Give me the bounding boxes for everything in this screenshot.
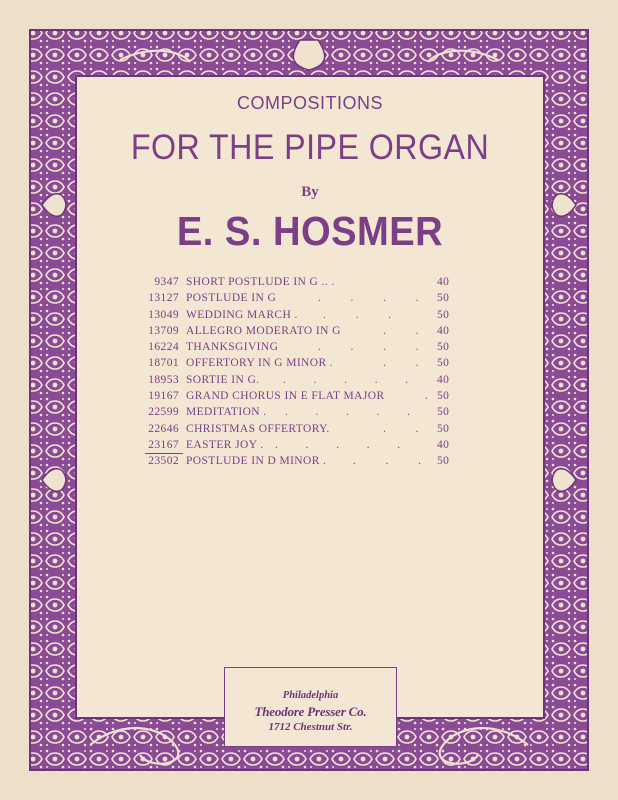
catalog-number: 19167 <box>148 390 179 403</box>
catalog-number: 13127 <box>148 292 179 305</box>
dot-leader: . <box>425 390 429 403</box>
catalog-price: 50 <box>437 357 450 370</box>
catalog-number: 18953 <box>148 373 179 386</box>
catalog-number: 22599 <box>148 406 179 419</box>
catalog-number: 23167 <box>148 438 179 451</box>
heading-compositions: COMPOSITIONS <box>236 93 383 113</box>
catalog-price: 50 <box>437 308 450 321</box>
catalog-number: 18701 <box>148 357 179 370</box>
catalog-title: CHRISTMAS OFFERTORY. <box>186 422 330 435</box>
dot-leader: . . . . . <box>283 373 409 386</box>
catalog-title: MEDITATION . <box>186 406 267 419</box>
catalog-number: 13049 <box>148 308 179 321</box>
catalog-price: 50 <box>437 406 450 419</box>
catalog-number: 16224 <box>148 341 179 354</box>
catalog-row <box>145 390 465 406</box>
number-underline <box>145 453 183 454</box>
catalog-row <box>145 276 465 292</box>
catalog-number: 22646 <box>148 422 179 435</box>
publisher-city: Philadelphia <box>282 690 339 701</box>
catalog-number: 9347 <box>154 276 179 288</box>
dot-leader: . . <box>383 422 419 435</box>
catalog-price: 40 <box>437 373 450 386</box>
dot-leader: . . . . <box>318 341 419 354</box>
dot-leader: . . . <box>353 455 422 468</box>
catalog-title: POSTLUDE IN D MINOR . <box>186 455 327 468</box>
catalog-title: SORTIE IN G. <box>186 373 260 386</box>
catalog-row <box>145 357 465 373</box>
catalog-price: 50 <box>437 422 450 435</box>
catalog-price: 50 <box>437 292 450 305</box>
publisher-box <box>224 667 397 747</box>
catalog-row <box>145 374 465 390</box>
dot-leader: . . <box>383 324 419 337</box>
heading-instrument: FOR THE PIPE ORGAN <box>130 128 490 167</box>
catalog-price: 40 <box>437 276 450 288</box>
dot-leader: . . <box>383 357 419 370</box>
catalog-row <box>145 439 465 455</box>
heading-by: By <box>301 184 319 200</box>
catalog-row <box>145 341 465 357</box>
catalog-number: 23502 <box>148 455 179 468</box>
catalog-row <box>145 406 465 422</box>
publisher-address: 1712 Chestnut Str. <box>268 721 353 733</box>
catalog-row <box>145 309 465 325</box>
catalog-price: 50 <box>437 455 450 468</box>
dot-leader: . . . . . <box>285 406 411 419</box>
catalog-title: POSTLUDE IN G <box>186 292 277 305</box>
catalog-title: EASTER JOY . <box>186 438 264 451</box>
catalog-price: 40 <box>437 324 450 337</box>
catalog-title: GRAND CHORUS IN E FLAT MAJOR <box>186 390 385 403</box>
catalog-price: 40 <box>437 438 450 451</box>
catalog-price: 50 <box>437 390 450 403</box>
catalog-title: OFFERTORY IN G MINOR . <box>186 357 334 370</box>
catalog-row <box>145 455 465 471</box>
composer-name: E. S. HOSMER <box>176 208 444 254</box>
catalog-list <box>145 276 465 472</box>
dot-leader: . . . <box>323 308 392 321</box>
catalog-row <box>145 423 465 439</box>
catalog-title: ALLEGRO MODERATO IN G <box>186 324 341 337</box>
dot-leader: . . <box>325 276 335 288</box>
publisher-name: Theodore Presser Co. <box>254 704 367 719</box>
catalog-title: THANKSGIVING <box>186 341 279 354</box>
catalog-row <box>145 292 465 308</box>
top-crest-ornament <box>293 40 324 70</box>
catalog-number: 13709 <box>148 324 179 337</box>
catalog-price: 50 <box>437 341 450 354</box>
catalog-row <box>145 325 465 341</box>
catalog-title: SHORT POSTLUDE IN G . <box>186 276 325 288</box>
dot-leader: . . . . . <box>275 438 401 451</box>
catalog-title: WEDDING MARCH . <box>186 308 298 321</box>
dot-leader: . . . . <box>318 292 419 305</box>
